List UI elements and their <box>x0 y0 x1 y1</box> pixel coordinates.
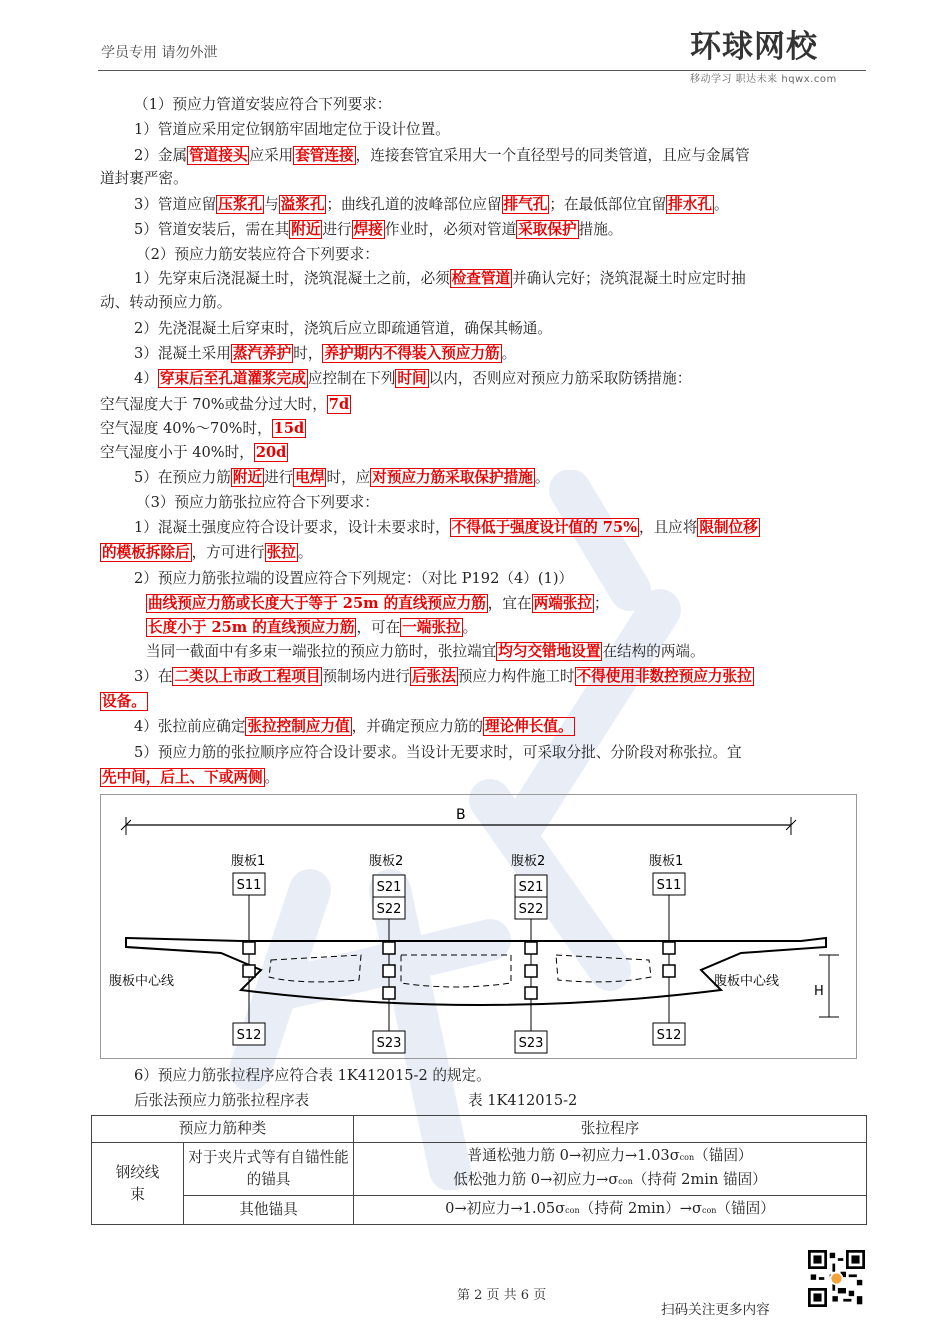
header-confidential-text: 学员专用 请勿外泄 <box>101 45 218 61</box>
s3-p2: 2）预应力筋张拉端的设置应符合下列规定：（对比 P192（4）(1)） <box>134 570 574 587</box>
center-line-right-label: 腹板中心线 <box>714 974 780 989</box>
s1-p3: 3）管道应留 压浆孔 与 溢浆孔 ；曲线孔道的波峰部位应留 排气孔 ；在最低部位宜留 排水孔 。 <box>134 196 729 213</box>
table-number: 表 1K412015-2 <box>468 1092 578 1109</box>
s2-p1-cont: 动、转动预应力筋。 <box>100 294 232 311</box>
s3-p5-cont: 先中间，后上、下或两侧 。 <box>102 769 280 786</box>
s12-right-label: S12 <box>656 1028 682 1043</box>
logo-text: 环球网校 <box>690 29 818 65</box>
s2-p1: 1）先穿束后浇混凝土时，浇筑混凝土之前，必须 检查管道 并确认完好；浇筑混凝土时应定时抽 <box>134 270 746 287</box>
s1-title: （1）预应力管道安装应符合下列要求： <box>134 96 392 113</box>
s11-left-label: S11 <box>236 878 262 893</box>
table-title: 后张法预应力筋张拉程序表 <box>134 1092 310 1109</box>
s2-humidity-3: 空气湿度小于 40%时， 20d <box>100 444 287 461</box>
s21-right-label: S21 <box>518 880 544 895</box>
s3-p1: 1）混凝土强度应符合设计要求，设计未要求时， 不得低于强度设计值的 75% ，且应将 限制位移 <box>134 519 758 536</box>
s3-p2a: 曲线预应力筋或长度大于等于 25m 的直线预应力筋 ，宜在 两端张拉 ； <box>148 595 609 612</box>
table-row <box>92 1143 867 1196</box>
header-divider <box>98 70 866 71</box>
s2-p2: 2）先浇混凝土后穿束时，浇筑后应立即疏通管道，确保其畅通。 <box>134 320 552 337</box>
table-row <box>92 1196 867 1225</box>
s2-p3: 3）混凝土采用 蒸汽养护 时， 养护期内不得装入预应力筋 。 <box>134 345 517 362</box>
tension-procedure-table <box>91 1115 867 1225</box>
s1-p2-cont: 道封裹严密。 <box>100 170 188 187</box>
s2-p4: 4） 穿束后至孔道灌浆完成 应控制在下列 时间 以内，否则应对预应力筋采取防锈措施： <box>134 370 692 387</box>
s3-p3-cont: 设备。 <box>102 693 146 710</box>
s2-humidity-2: 空气湿度 40%～70%时， 15d <box>100 420 305 437</box>
s3-p2c: 当同一截面中有多束一端张拉的预应力筋时，张拉端宜 均匀交错地设置 在结构的两端。 <box>146 643 705 660</box>
s1-p2: 2）金属 管道接头 应采用 套管连接 ，连接套管宜采用大一个直径型号的同类管道，且应与金属管 <box>134 147 750 164</box>
web2-right-label: 腹板2 <box>511 854 546 869</box>
web1-right-label: 腹板1 <box>649 854 684 869</box>
table-header-procedure: 张拉程序 <box>354 1116 867 1143</box>
s3-p3: 3）在 二类以上市政工程项目 预制场内进行 后张法 预应力构件施工时 不得使用非数控预应力张拉 <box>134 668 752 685</box>
s23-right-label: S23 <box>518 1036 544 1051</box>
s3-p4: 4）张拉前应确定 张拉控制应力值 ，并确定预应力筋的 理论伸长值。 <box>134 718 573 735</box>
dimension-b-label: B <box>456 807 466 823</box>
table-header-row <box>92 1116 867 1143</box>
s2-p5: 5）在预应力筋 附近 进行 电焊 时，应 对预应力筋采取保护措施 。 <box>134 469 550 486</box>
s2-humidity-1: 空气湿度大于 70%或盐分过大时， 7d <box>100 396 350 413</box>
s3-p1-cont: 的模板拆除后 ，方可进行 张拉 。 <box>102 544 313 561</box>
s1-p5: 5）管道安装后，需在其 附近 进行 焊接 作业时，必须对管道 采取保护 措施。 <box>134 221 623 238</box>
scan-prompt: 扫码关注更多内容 <box>661 1302 770 1318</box>
logo-tagline: 移动学习 职达未来 hqwx.com <box>690 74 837 85</box>
s22-left-label: S22 <box>376 902 402 917</box>
table-row1-type: 对于夹片式等有自锚性能的锚具 <box>184 1143 354 1196</box>
s11-right-label: S11 <box>656 878 682 893</box>
table-group-cell: 钢绞线束 <box>92 1143 184 1225</box>
center-line-left-label: 腹板中心线 <box>109 974 175 989</box>
brand-logo <box>690 30 860 90</box>
s2-title: （2）预应力筋安装应符合下列要求： <box>136 246 379 263</box>
s3-p5: 5）预应力筋的张拉顺序应符合设计要求。当设计无要求时，可采取分批、分阶段对称张拉。宜 <box>134 744 742 761</box>
web1-left-label: 腹板1 <box>231 854 266 869</box>
qr-code-icon[interactable] <box>808 1250 865 1307</box>
table-header-type: 预应力筋种类 <box>92 1116 354 1143</box>
s21-left-label: S21 <box>376 880 402 895</box>
s23-left-label: S23 <box>376 1036 402 1051</box>
page-number: 第 2 页 共 6 页 <box>457 1288 547 1303</box>
table-row1-procedure: 普通松弛力筋 0→初应力→1.03σcon（锚固） 低松弛力筋 0→初应力→σcon（持荷 2min 锚固） <box>354 1143 867 1196</box>
box-girder-figure <box>100 794 857 1059</box>
s3-title: （3）预应力筋张拉应符合下列要求： <box>136 494 379 511</box>
s6-p6: 6）预应力筋张拉程序应符合表 1K412015-2 的规定。 <box>134 1067 491 1084</box>
height-h-label: H <box>814 984 824 999</box>
table-row2-type: 其他锚具 <box>184 1196 354 1225</box>
web2-left-label: 腹板2 <box>369 854 404 869</box>
table-row2-procedure: 0→初应力→1.05σcon（持荷 2min）→σcon（锚固） <box>354 1196 867 1225</box>
s3-p2b: 长度小于 25m 的直线预应力筋 ，可在 一端张拉 。 <box>148 619 478 636</box>
s1-p1: 1）管道应采用定位钢筋牢固地定位于设计位置。 <box>134 121 450 138</box>
s22-right-label: S22 <box>518 902 544 917</box>
s12-left-label: S12 <box>236 1028 262 1043</box>
